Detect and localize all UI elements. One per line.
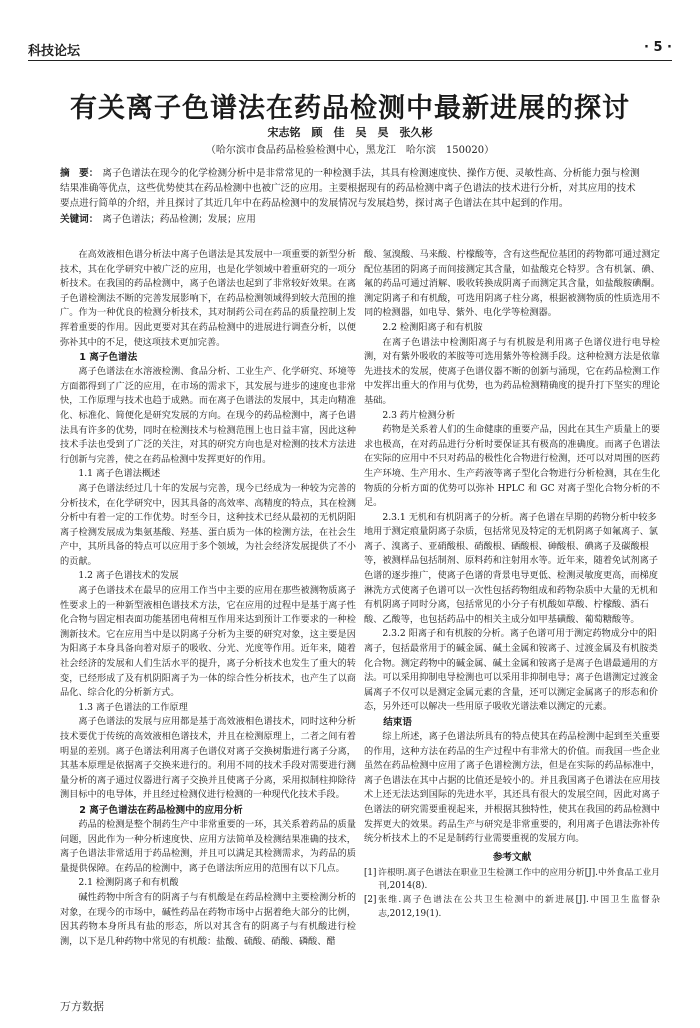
body-right-column	[364, 248, 660, 921]
footer-watermark: 万方数据	[60, 1000, 104, 1013]
references-heading: 参考文献	[492, 851, 532, 863]
section-heading: 1 离子色谱法	[79, 352, 138, 364]
reference-text: 张维.离子色谱法在公共卫生检测中的新进展[J].中国卫生监督杂志,2012,19(1).	[378, 894, 660, 919]
reference-item	[364, 867, 660, 894]
body-paragraph: 综上所述，离子色谱法所具有的特点使其在药品检测中起到至关重要的作用，这种方法在药品的生产过程中有非常大的价值。而我国一些企业虽然在药品检测中应用了离子色谱检测方法，但是在实际的药品标准中，离子色谱法在其中占据的比值还是较小的。并且我国离子色谱法在应用技术上还无法达到国际的先进水平，其还具有很大的发展空间，因此对离子色谱法的研究需要重视起来，并根据其独特性，使其在我国的药品检测中发挥更大的效果。药品生产与研究是非常重要的，利用离子色谱法弥补传统分析技术上的不足是制药行业需要重视的发展方向。	[364, 731, 660, 845]
reference-text: 许根明.离子色谱法在职业卫生检测工作中的应用分析[J].中外食品工业月刊,2014(8).	[378, 867, 660, 892]
body-left-column	[60, 248, 356, 949]
subsection-heading: 2.1 检测阴离子和有机酸	[78, 877, 179, 889]
keywords-label: 关键词：	[60, 214, 99, 225]
keywords-text: 离子色谱法；药品检测；发展；应用	[102, 214, 256, 225]
subsection-heading: 2.3.2 阳离子和有机胺的分析。离子色谱可用于测定药物成分中的阳离子，包括最常用于的碱金属、碱土金属和铵离子、过渡金属及有机胺类化合物。测定药物中的碱金属、碱土金属和铵离子是离子色谱最通用的方法。可以采用抑制电导检测也可以采用非抑制电导；离子色谱测定过渡金属离子不仅可以是测定金属元素的含量，还可以测定金属离子的形态和价态，另外还可以解决一些用原子吸收光谱法难以测定的元素。	[364, 628, 658, 713]
body-paragraph: 碱性药物中所含有的阴离子与有机酸是在药品检测中主要检测分析的对象，在现今的市场中，碱性药品在药物市场中占据着绝大部分的比例，因其药物本身所具有盐的形态，所以对其含有的阴离子与有机酸进行检测，以下是几种药物中常见的有机酸：盐酸、硫酸、硝酸、磷酸、醋	[60, 891, 356, 947]
reference-number: [1]	[364, 867, 377, 878]
abstract-label: 摘 要：	[60, 168, 99, 179]
abstract-block	[60, 166, 640, 227]
journal-name: 科技论坛	[28, 44, 81, 59]
body-paragraph: 离子色谱法在水溶液检测、食品分析、工业生产、化学研究、环境等方面都得到了广泛的应用，在市场的需求下，其发展与进步的速度也非常快，工作原理与技术也趋于成熟。而在离子色谱法的发展中，其走向精准化、标准化、简便化是研究发展的方向。在现今的药品检测中，离子色谱法具有许多的优势，同时在检测技术与检测范围上也日益丰富，因此这种技术手法也受到了广泛的关注，对其的研究方向也是对检测的技术方法进行创新与完善，使之在药品检测中发挥更好的作用。	[60, 366, 356, 465]
body-paragraph: 药物是关系着人们的生命健康的重要产品，因此在其生产质量上的要求也极高，在对药品进行分析时要保证其有极高的准确度。而离子色谱法在实际的应用中不只对药品的极性化合物进行检测，还可以对周围的医药生产环境、生产用水、生产药液等离子型化合物进行分析检测，其在生化物质的分析方面的优势可以弥补 HPLC 和 GC 对离子型化合物分析的不足。	[364, 424, 660, 509]
abstract-text: 离子色谱法在现今的化学检测分析中是非常常见的一种检测手法，其具有检测速度快、操作方便、灵敏性高、分析能力强与检测结果准确等优点，这些优势使其在药品检测中也被广泛的应用。主要根据现有的药品检测中离子色谱法的技术进行分析，对其应用的技术要点进行简单的介绍，并且探讨了其近几年中在药品检测中的发展情况与发展趋势，探讨离子色谱法在其中起到的作用。	[60, 168, 640, 209]
reference-number: [2]	[364, 894, 377, 905]
subsection-heading: 2.2 检测阳离子和有机胺	[382, 321, 483, 333]
body-paragraph: 药品的检测是整个制药生产中非常重要的一环，其关系着药品的质量问题，因此作为一种分析速度快、应用方法简单及检测结果准确的技术，离子色谱法非常适用于药品检测，并且可以满足其检测需求，为药品的质量提供保障。在药品的检测中，离子色谱法所应用的范围有以下几点。	[60, 818, 356, 874]
subsection-heading: 1.3 离子色谱法的工作原理	[78, 701, 188, 713]
abstract	[60, 166, 640, 211]
article-authors: 宋志铭 顾 佳 吴 昊 张久彬	[267, 126, 433, 139]
body-paragraph: 酸、氢溴酸、马来酸、柠檬酸等，含有这些配位基团的药物都可通过测定配位基团的阴离子而间接测定其含量，如盐酸克仑特罗。含有机氯、碘、氟的药品可通过消解、吸收转换成阴离子而测定其含量，如盐酸胺碘酮。测定阴离子和有机酸，可选用阴离子柱分离，根据被测物质的性质选用不同的检测器，如电导、紫外、电化学等检测器。	[364, 249, 660, 319]
keywords	[60, 212, 640, 227]
body-paragraph: 离子色谱法经过几十年的发展与完善，现今已经成为一种较为完善的分析技术，在化学研究中，因其具备的高效率、高精度的特点，其在检测分析中有着一定的工作优势。时至今日，这种技术已经从最初的无机阴阳离子检测发展成为集氨基酸、羟基、蛋白质为一体的检测方法，在社会生产中，其所具备的特点可以应用于多个领域，为社会经济发展提供了不小的贡献。	[60, 482, 356, 567]
body-paragraph: 离子色谱法的发展与应用都是基于高效液相色谱技术，同时这种分析技术要优于传统的高效液相色谱技术，并且在检测原理上，二者之间有着明显的差别。离子色谱法利用离子色谱仪对离子交换树脂进行离子分离，其基本原理是依据离子交换来进行的。利用不同的技术手段对需要进行测量分析的离子通过仪器进行离子交换并且使离子分离，采用拟制柱抑除待测目标中的电导体，并且经过检测仪进行检测的一种现代化技术手段。	[60, 716, 356, 801]
body-paragraph: 在高效液相色谱分析法中离子色谱法是其发展中一项重要的新型分析技术，其在化学研究中被广泛的应用，也是化学领域中着重研究的一项分析技术。在我国的药品检测中，离子色谱法也起到了非常较好效果。在离子色谱检测法不断的完善发展影响下，在药品检测领域得到较大范围的推广。作为一种优良的检测分析技术，其对制药公司在药品的质量控制上发挥着重要的作用。因此更要对其在药品检测中的进展进行调查分析，以便弥补其中的不足，使这项技术更加完善。	[60, 249, 356, 348]
running-header	[28, 36, 672, 61]
subsection-heading: 1.2 离子色谱技术的发展	[78, 570, 179, 582]
conclusion-heading: 结束语	[383, 717, 412, 728]
reference-list	[364, 867, 660, 921]
article-affiliation: （哈尔滨市食品药品检验检测中心，黑龙江 哈尔滨 150020）	[205, 145, 495, 156]
reference-item	[364, 894, 660, 921]
subsection-heading: 1.1 离子色谱法概述	[78, 468, 161, 480]
article-title: 有关离子色谱法在药品检测中最新进展的探讨	[70, 93, 630, 124]
subsection-heading: 2.3 药片检测分析	[382, 409, 456, 421]
section-heading: 2 离子色谱法在药品检测中的应用分析	[79, 804, 243, 816]
subsection-heading: 2.3.1 无机和有机阴离子的分析。离子色谱在早期的药物分析中较多地用于测定痕量阴离子杂质，包括常见及特定的无机阴离子如氟离子、氯离子、溴离子、亚硝酸根、硝酸根、硒酸根、砷酸根、碘离子及碳酸根等，被测样品包括制剂、原料药和注射用水等。近年来，随着免试剂离子色谱的逐步推广，使离子色谱的背景电导更低、检测灵敏度更高，而梯度淋洗方式使离子色谱可以一次性包括药物组成和药物杂质中大量的无机和有机阴离子同时分离，包括常见的小分子有机酸如草酸、柠檬酸、酒石酸、乙酸等，也包括药品中的相关主成分如甲基磺酸、葡萄糖酸等。	[364, 511, 658, 625]
body-paragraph: 离子色谱技术在最早的应用工作当中主要的应用在那些被测物质离子性要求上的一种新型液相色谱技术方法，它在应用的过程中是基于离子性化合物与固定相表面功能基团电荷相互作用来达到预计工作要求的一种检测新技术。它在应用当中是以阴离子分析为主要的研究对象，这主要是因为阳离子本身具备向着对原子的吸收、分光、光度等作用。近年来，随着社会经济的发展和人们生活水平的提升，离子分析技术也发生了重大的转变，已经形成了及有机阴阳离子为一体的综合性分析技术，也产生了以商品化、综合化的分析新方式。	[60, 585, 356, 699]
page-number: · 5 ·	[644, 40, 672, 55]
body-paragraph: 在离子色谱法中检测阳离子与有机胺是利用离子色谱仪进行电导检测，对有紫外吸收的苯胺等可选用紫外等检测手段。这种检测方法是依靠先进技术的发展，使离子色谱仪器不断的创新与涌现，它在药品检测工作中发挥出重大的作用与优势，也为药品检测精确度的提升打下坚实的理论基础。	[364, 336, 660, 406]
